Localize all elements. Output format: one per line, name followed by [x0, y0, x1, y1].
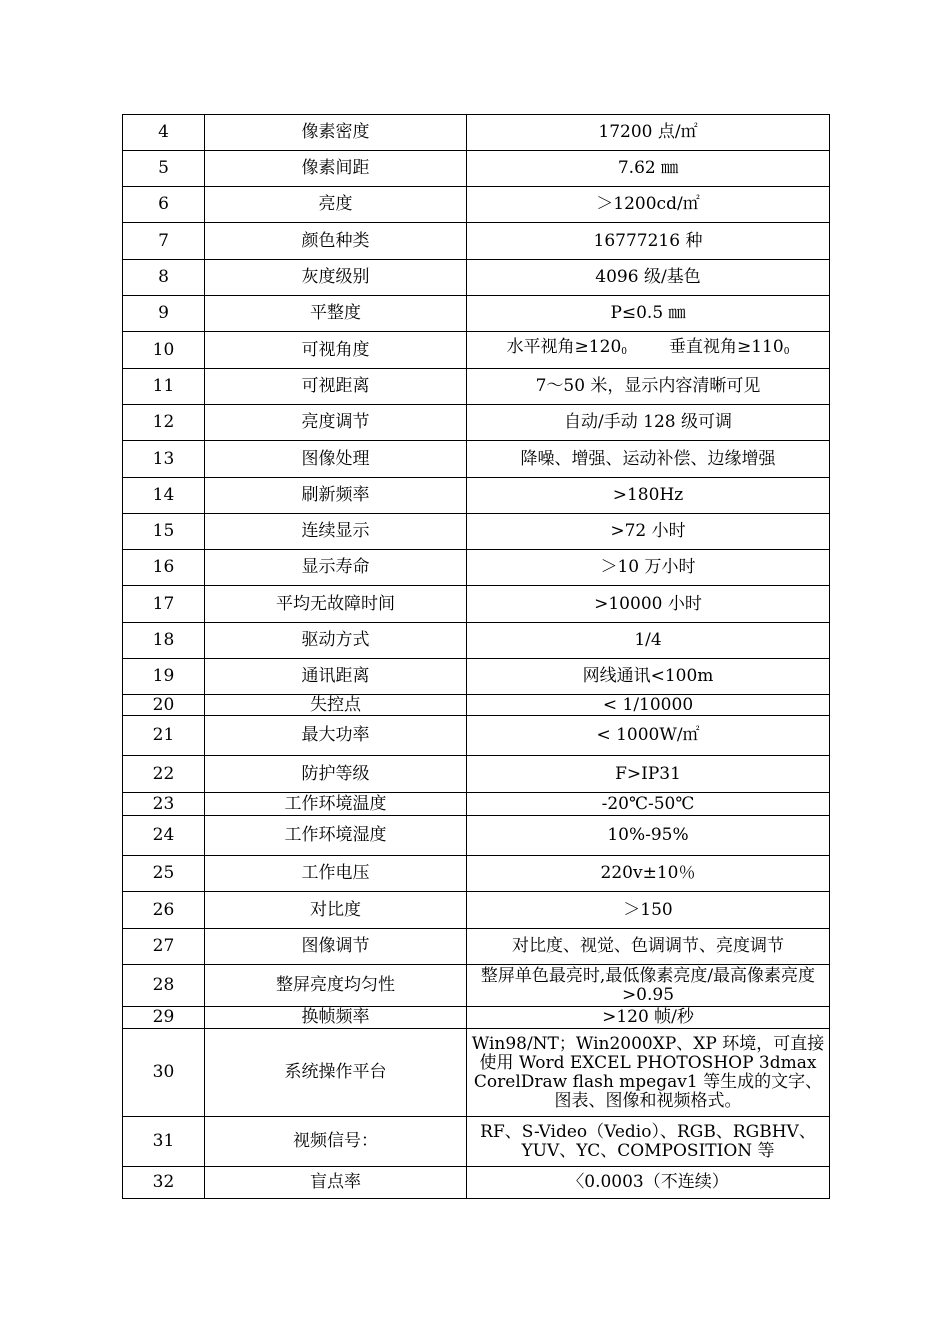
vertical-angle: 垂直视角≥110 [669, 337, 784, 357]
item-value: < 1000W/㎡ [467, 716, 830, 756]
table-row [123, 965, 830, 1007]
row-number: 15 [123, 514, 205, 550]
item-value: 自动/手动 128 级可调 [467, 405, 830, 441]
row-number: 13 [123, 441, 205, 478]
item-value: >72 小时 [467, 514, 830, 550]
horizontal-angle: 水平视角≥120 [506, 337, 622, 357]
item-value: 1/4 [467, 623, 830, 659]
row-number: 25 [123, 856, 205, 892]
item-value: 整屏单色最亮时,最低像素亮度/最高像素亮度>0.95 [467, 965, 830, 1007]
item-value: 4096 级/基色 [467, 260, 830, 296]
item-value: ＞150 [467, 892, 830, 929]
table-row [123, 716, 830, 756]
item-name: 整屏亮度均匀性 [205, 965, 467, 1007]
table-row [123, 151, 830, 187]
item-name: 通讯距离 [205, 659, 467, 695]
item-name: 刷新频率 [205, 478, 467, 514]
row-number: 19 [123, 659, 205, 695]
row-number: 4 [123, 115, 205, 151]
table-row [123, 892, 830, 929]
item-name: 换帧频率 [205, 1007, 467, 1029]
row-number: 17 [123, 586, 205, 623]
item-value: >10000 小时 [467, 586, 830, 623]
row-number: 5 [123, 151, 205, 187]
table-row [123, 260, 830, 296]
table-row [123, 856, 830, 892]
item-value: 10%-95% [467, 816, 830, 856]
item-value: P≤0.5 ㎜ [467, 296, 830, 332]
item-value: 对比度、视觉、色调调节、亮度调节 [467, 929, 830, 965]
item-name: 平整度 [205, 296, 467, 332]
table-row [123, 478, 830, 514]
table-row [123, 550, 830, 586]
row-number: 6 [123, 187, 205, 223]
row-number: 22 [123, 756, 205, 793]
table-row [123, 441, 830, 478]
item-name: 颜色种类 [205, 223, 467, 260]
row-number: 26 [123, 892, 205, 929]
row-number: 18 [123, 623, 205, 659]
row-number: 31 [123, 1117, 205, 1167]
table-row [123, 1167, 830, 1199]
row-number: 29 [123, 1007, 205, 1029]
row-number: 16 [123, 550, 205, 586]
item-value: >120 帧/秒 [467, 1007, 830, 1029]
item-value [467, 332, 830, 369]
item-name: 显示寿命 [205, 550, 467, 586]
item-name: 工作电压 [205, 856, 467, 892]
row-number: 9 [123, 296, 205, 332]
item-name: 系统操作平台 [205, 1029, 467, 1117]
item-value: 17200 点/㎡ [467, 115, 830, 151]
item-name: 防护等级 [205, 756, 467, 793]
row-number: 24 [123, 816, 205, 856]
item-name: 平均无故障时间 [205, 586, 467, 623]
table-row [123, 405, 830, 441]
table-row [123, 1117, 830, 1167]
item-name: 亮度调节 [205, 405, 467, 441]
item-value: Win98/NT；Win2000XP、XP 环境，可直接使用 Word EXCEL PHOTOSHOP 3dmax CorelDraw flash mpegav1 等生成的文字、图表、图像和视频格式。 [467, 1029, 830, 1117]
item-value: 降噪、增强、运动补偿、边缘增强 [467, 441, 830, 478]
table-row [123, 1029, 830, 1117]
item-value: -20℃-50℃ [467, 793, 830, 816]
row-number: 8 [123, 260, 205, 296]
table-row [123, 296, 830, 332]
table-row [123, 756, 830, 793]
table-row [123, 369, 830, 405]
row-number: 7 [123, 223, 205, 260]
item-name: 像素密度 [205, 115, 467, 151]
degree-mark: 0 [621, 347, 627, 357]
item-value: F>IP31 [467, 756, 830, 793]
item-value: ＞10 万小时 [467, 550, 830, 586]
item-name: 亮度 [205, 187, 467, 223]
item-value: 16777216 种 [467, 223, 830, 260]
row-number: 20 [123, 695, 205, 716]
spec-table [122, 114, 830, 1199]
item-name: 图像调节 [205, 929, 467, 965]
row-number: 10 [123, 332, 205, 369]
degree-mark: 0 [783, 347, 790, 357]
item-name: 像素间距 [205, 151, 467, 187]
item-name: 驱动方式 [205, 623, 467, 659]
item-name: 盲点率 [205, 1167, 467, 1199]
table-row [123, 695, 830, 716]
table-row [123, 659, 830, 695]
item-value: 7～50 米，显示内容清晰可见 [467, 369, 830, 405]
row-number: 21 [123, 716, 205, 756]
item-name: 视频信号： [205, 1117, 467, 1167]
item-value: < 1/10000 [467, 695, 830, 716]
table-row [123, 223, 830, 260]
table-row [123, 514, 830, 550]
item-name: 工作环境湿度 [205, 816, 467, 856]
table-row [123, 929, 830, 965]
table-row [123, 586, 830, 623]
table-row [123, 187, 830, 223]
item-name: 对比度 [205, 892, 467, 929]
row-number: 32 [123, 1167, 205, 1199]
row-number: 28 [123, 965, 205, 1007]
row-number: 14 [123, 478, 205, 514]
item-name: 图像处理 [205, 441, 467, 478]
item-name: 工作环境温度 [205, 793, 467, 816]
table-row [123, 332, 830, 369]
row-number: 11 [123, 369, 205, 405]
item-value: 220v±10％ [467, 856, 830, 892]
item-value: RF、S-Video（Vedio）、RGB、RGBHV、YUV、YC、COMPOSITION 等 [467, 1117, 830, 1167]
row-number: 23 [123, 793, 205, 816]
table-row [123, 1007, 830, 1029]
row-number: 27 [123, 929, 205, 965]
table-row [123, 623, 830, 659]
item-value: 〈0.0003（不连续） [467, 1167, 830, 1199]
item-value: 7.62 ㎜ [467, 151, 830, 187]
item-name: 最大功率 [205, 716, 467, 756]
table-row [123, 793, 830, 816]
item-name: 可视角度 [205, 332, 467, 369]
item-value: 网线通讯<100m [467, 659, 830, 695]
table-row [123, 816, 830, 856]
item-value: ＞1200cd/㎡ [467, 187, 830, 223]
item-name: 可视距离 [205, 369, 467, 405]
item-name: 连续显示 [205, 514, 467, 550]
table-row [123, 115, 830, 151]
item-name: 灰度级别 [205, 260, 467, 296]
row-number: 12 [123, 405, 205, 441]
row-number: 30 [123, 1029, 205, 1117]
item-name: 失控点 [205, 695, 467, 716]
item-value: >180Hz [467, 478, 830, 514]
